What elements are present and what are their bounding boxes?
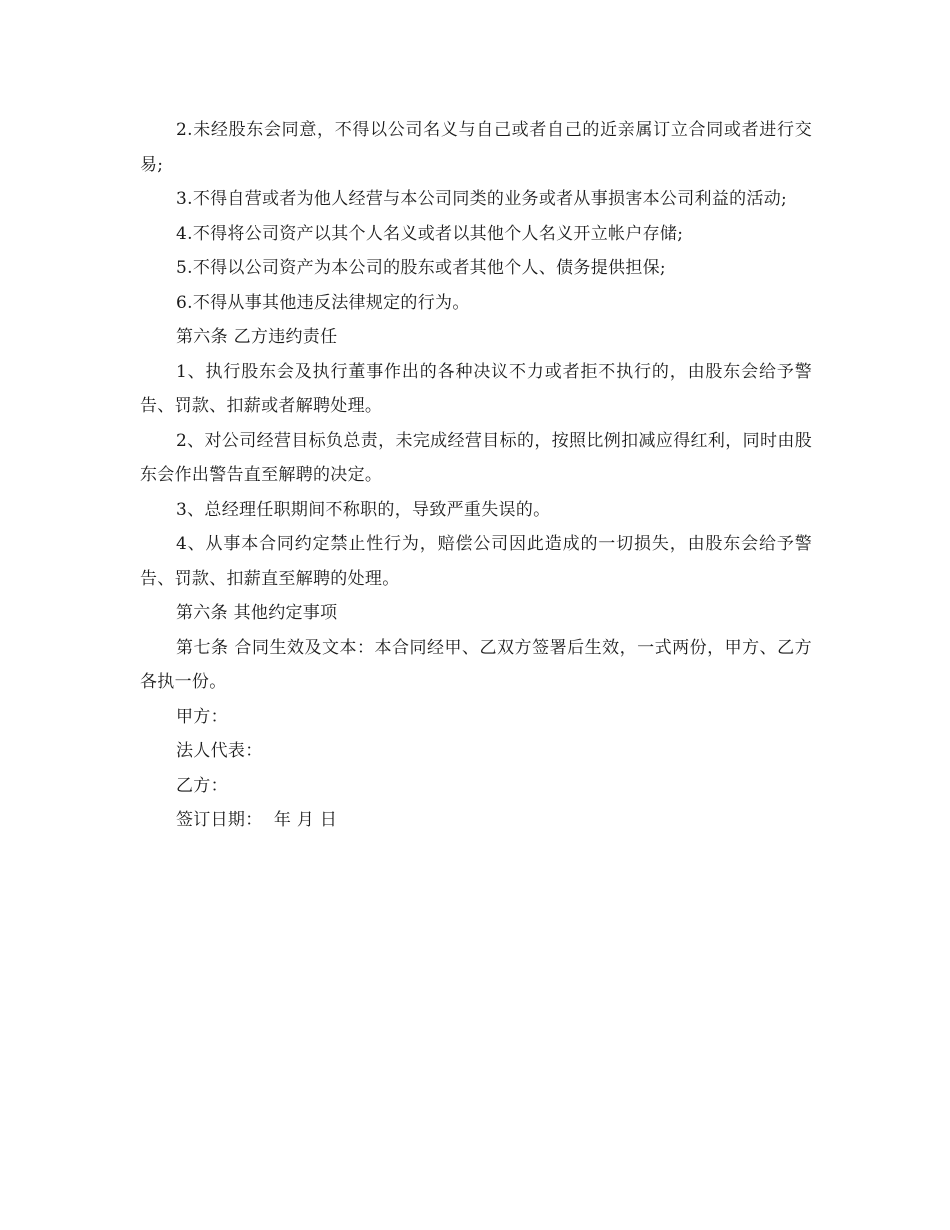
clause-item-3: 3.不得自营或者为他人经营与本公司同类的业务或者从事损害本公司利益的活动; [176, 189, 788, 209]
clause-item-6: 6.不得从事其他违反法律规定的行为。 [176, 292, 470, 313]
document-body [140, 113, 812, 838]
article-heading-breach: 第六条 乙方违约责任 [176, 327, 338, 347]
clause-item-4: 4.不得将公司资产以其个人名义或者以其他个人名义开立帐户存储; [176, 223, 684, 244]
breach-item-4: 4、从事本合同约定禁止性行为，赔偿公司因此造成的一切损失，由股东会给予警告、罚款、扣薪直至解聘的处理。 [140, 534, 812, 589]
party-b-label: 乙方： [176, 775, 228, 796]
breach-item-2: 2、对公司经营目标负总责，未完成经营目标的，按照比例扣减应得红利，同时由股东会作出警告直至解聘的决定。 [140, 430, 812, 485]
party-a-label: 甲方： [176, 706, 228, 727]
breach-item-3: 3、总经理任职期间不称职的，导致严重失误的。 [176, 499, 551, 520]
breach-item-1: 1、执行股东会及执行董事作出的各种决议不力或者拒不执行的，由股东会给予警告、罚款、扣薪或者解聘处理。 [140, 361, 812, 416]
clause-item-5: 5.不得以公司资产为本公司的股东或者其他个人、债务提供担保; [176, 258, 666, 278]
sign-date-label: 签订日期： 年 月 日 [176, 810, 338, 830]
legal-rep-label: 法人代表： [176, 741, 263, 761]
clause-item-2: 2.未经股东会同意，不得以公司名义与自己或者自己的近亲属订立合同或者进行交易; [140, 120, 812, 175]
article-effectiveness: 第七条 合同生效及文本：本合同经甲、乙双方签署后生效，一式两份，甲方、乙方各执一份。 [140, 637, 812, 692]
article-heading-other: 第六条 其他约定事项 [176, 603, 338, 623]
